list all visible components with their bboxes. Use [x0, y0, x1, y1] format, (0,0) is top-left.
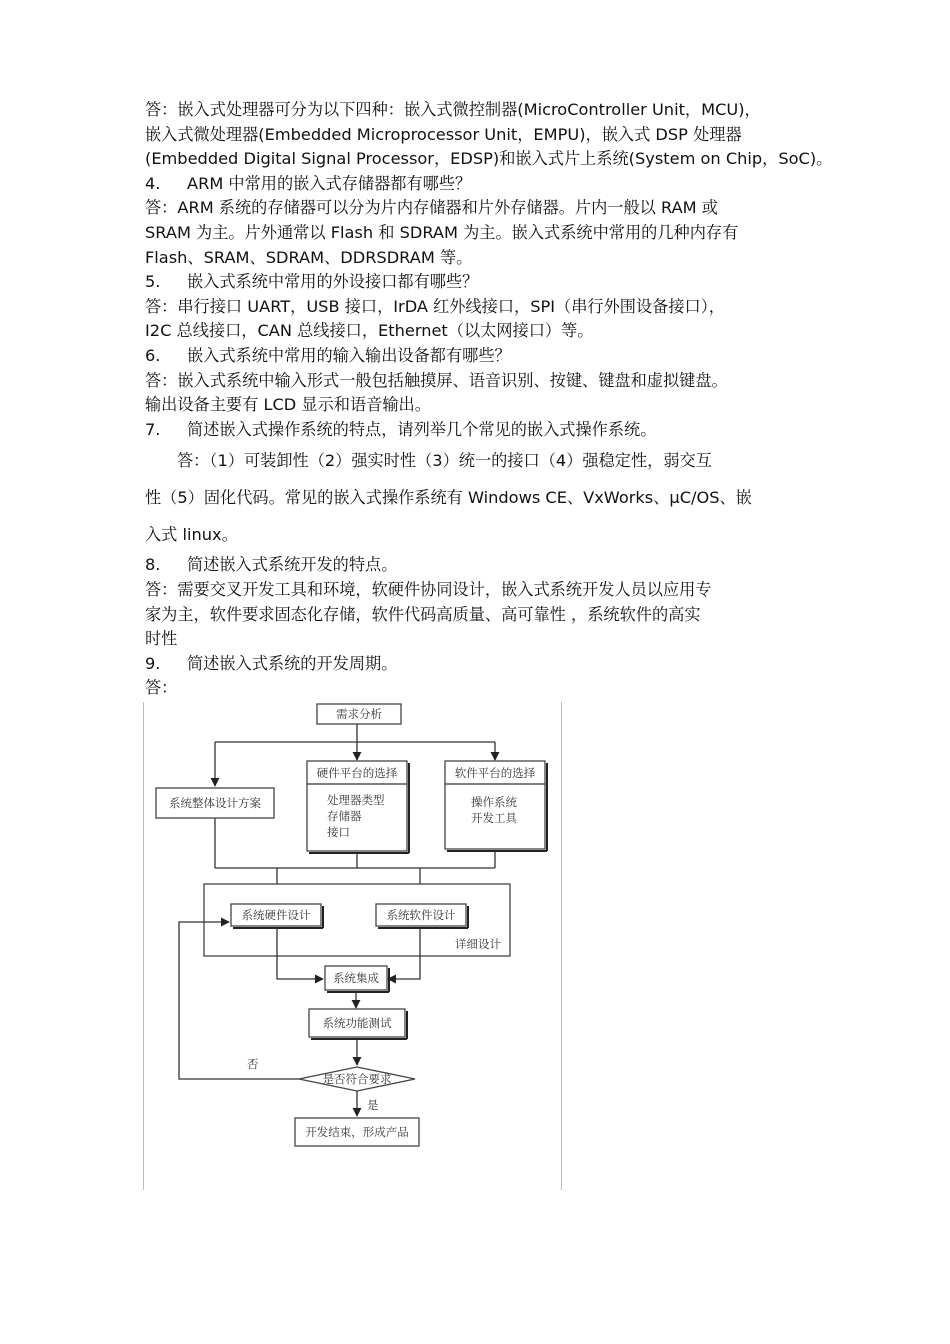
answer-3-line-2: 嵌入式微处理器(Embedded Microprocessor Unit，EMPU)，嵌入式 DSP 处理器 [145, 124, 742, 144]
document-body [145, 98, 833, 701]
integration-label: 系统集成 [333, 971, 379, 985]
question-7 [145, 418, 810, 443]
answer-7-line-3: 入式 linux。 [145, 525, 238, 545]
question-number: 7. [145, 419, 161, 439]
sw-item-tools: 开发工具 [471, 811, 517, 825]
hw-design-label: 系统硬件设计 [241, 908, 311, 922]
hw-item-processor: 处理器类型 [327, 793, 385, 807]
question-number: 6. [145, 345, 161, 365]
no-label: 否 [247, 1057, 259, 1071]
sw-item-os: 操作系统 [471, 795, 517, 809]
answer-8-line-2: 家为主，软件要求固态化存储，软件代码高质量、高可靠性 ，系统软件的高实 [145, 604, 701, 624]
question-8 [145, 553, 810, 578]
question-9 [145, 652, 810, 677]
question-text: ARM 中常用的嵌入式存储器都有哪些？ [187, 173, 472, 193]
hw-platform-label: 硬件平台的选择 [316, 766, 398, 780]
hw-item-memory: 存储器 [327, 809, 362, 823]
answer-6-line-1: 答：嵌入式系统中输入形式一般包括触摸屏、语音识别、按键、键盘和虚拟键盘。 [145, 370, 728, 390]
yes-label: 是 [367, 1098, 379, 1112]
answer-7-line-1: 答：（1）可装卸性（2）强实时性（3）统一的接口（4）强稳定性，弱交互 [177, 451, 712, 471]
question-6 [145, 344, 810, 369]
question-number: 4. [145, 173, 161, 193]
question-4 [145, 172, 810, 197]
answer-4-line-1: 答：ARM 系统的存储器可以分为片内存储器和片外存储器。片内一般以 RAM 或 [145, 198, 718, 218]
answer-5-line-1: 答：串行接口 UART，USB 接口，IrDA 红外线接口，SPI（串行外围设备接口）， [145, 296, 725, 316]
answer-4-line-2: SRAM 为主。片外通常以 Flash 和 SDRAM 为主。嵌入式系统中常用的几种内存有 [145, 222, 739, 242]
question-text: 嵌入式系统中常用的外设接口都有哪些？ [187, 272, 479, 292]
answer-7-line-2: 性（5）固化代码。常见的嵌入式操作系统有 Windows CE、VxWorks、μC/OS、嵌 [145, 488, 752, 508]
end-label: 开发结束，形成产品 [305, 1125, 409, 1139]
question-text: 简述嵌入式系统开发的特点。 [187, 555, 398, 575]
question-text: 简述嵌入式操作系统的特点，请列举几个常见的嵌入式操作系统。 [187, 419, 657, 439]
question-text: 简述嵌入式系统的开发周期。 [187, 653, 398, 673]
question-number: 5. [145, 272, 161, 292]
answer-3-line-1: 答：嵌入式处理器可分为以下四种：嵌入式微控制器(MicroController Unit，MCU)， [145, 100, 761, 119]
answer-8-line-1: 答：需要交叉开发工具和环境，软硬件协同设计，嵌入式系统开发人员以应用专 [145, 579, 712, 599]
answer-3-line-3: (Embedded Digital Signal Processor，EDSP)和嵌入式片上系统(System on Chip，SoC)。 [145, 149, 833, 169]
detail-design-label: 详细设计 [455, 937, 501, 951]
question-number: 8. [145, 555, 161, 575]
question-5 [145, 270, 810, 295]
question-text: 嵌入式系统中常用的输入输出设备都有哪些？ [187, 345, 511, 365]
question-number: 9. [145, 653, 161, 673]
sw-platform-label: 软件平台的选择 [454, 766, 536, 780]
requirements-label: 需求分析 [336, 707, 382, 721]
answer-6-line-2: 输出设备主要有 LCD 显示和语音输出。 [145, 395, 431, 415]
answer-9-label: 答： [145, 678, 178, 698]
func-test-label: 系统功能测试 [322, 1016, 392, 1030]
answer-5-line-2: I2C 总线接口，CAN 总线接口，Ethernet（以太网接口）等。 [145, 321, 594, 341]
hw-item-interface: 接口 [327, 825, 350, 839]
development-cycle-flowchart [143, 702, 563, 1190]
decision-label: 是否符合要求 [322, 1072, 392, 1086]
overall-design-label: 系统整体设计方案 [169, 796, 261, 810]
sw-design-label: 系统软件设计 [386, 908, 456, 922]
flowchart-svg [143, 702, 563, 1190]
answer-4-line-3: Flash、SRAM、SDRAM、DDRSDRAM 等。 [145, 247, 473, 267]
answer-8-line-3: 时性 [145, 629, 178, 649]
